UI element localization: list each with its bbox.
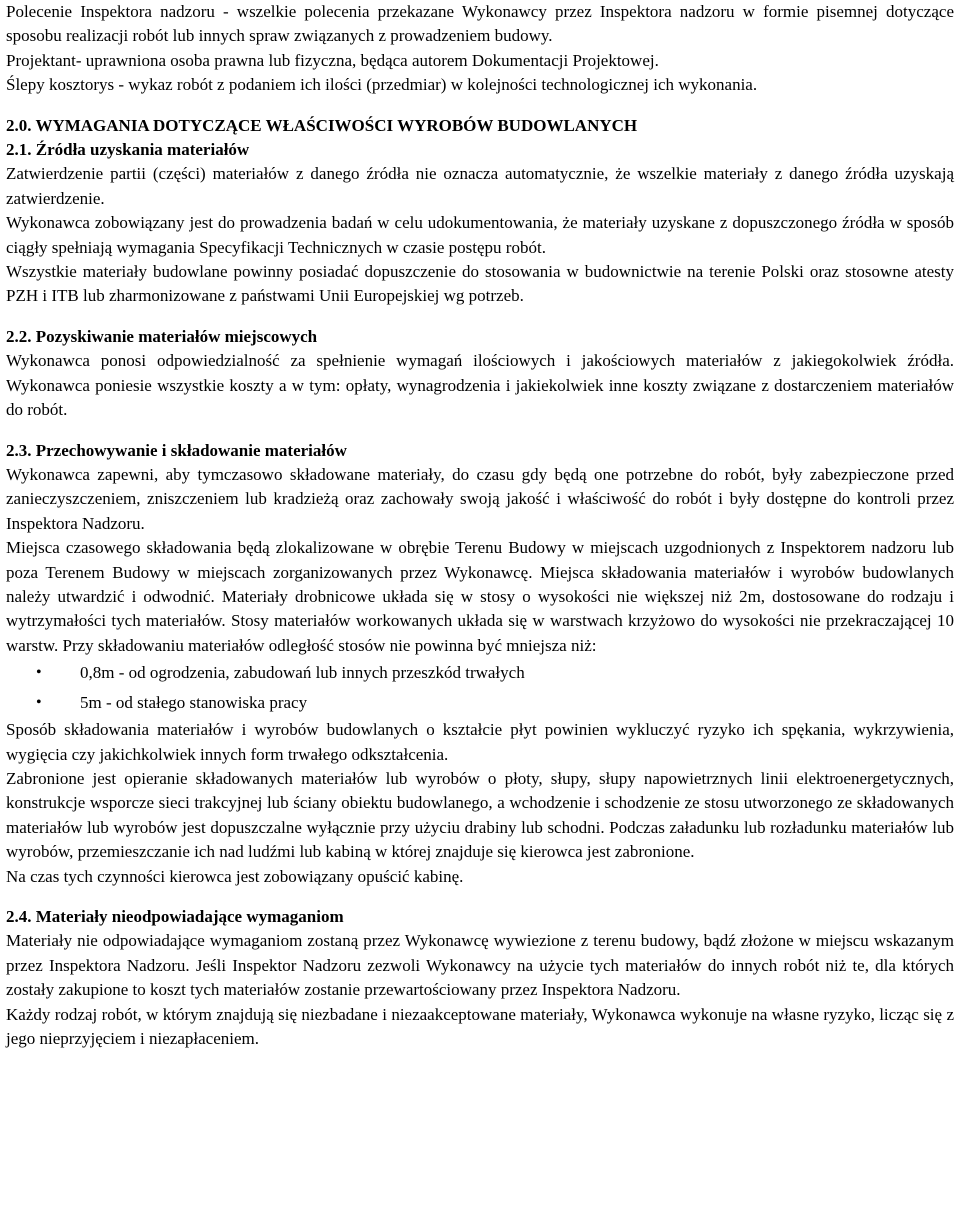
distance-list <box>6 658 954 718</box>
list-item-text: 5m - od stałego stanowiska pracy <box>80 693 308 713</box>
subsection-heading-2-3: 2.3. Przechowywanie i składowanie materiałów <box>6 440 347 460</box>
bullet-icon: • <box>36 694 42 712</box>
list-item <box>6 688 954 718</box>
subsection-2-2 <box>6 325 954 423</box>
paragraph-projektant: Projektant- uprawniona osoba prawna lub fizyczna, będąca autorem Dokumentacji Projektowej. <box>6 50 659 70</box>
paragraph: Wykonawca zobowiązany jest do prowadzenia badań w celu udokumentowania, że materiały uzyskane z dopuszczonego źródła w sposób ciągły spełniają wymagania Specyfikacji Technicznych w czasie postępu robót. <box>6 213 954 257</box>
paragraph-polecenie-inspektora: Polecenie Inspektora nadzoru - wszelkie polecenia przekazane Wykonawcy przez Inspektora nadzoru w formie pisemnej dotyczące sposobu realizacji robót lub innych spraw związanych z prowadzeniem budowy. <box>6 2 954 46</box>
paragraph: Zabronione jest opieranie składowanych materiałów lub wyrobów o płoty, słupy, słupy napowietrznych linii elektroenergetycznych, konstrukcje wsporcze sieci trakcyjnej lub ściany obiektu budowlanego, a wchodzenie i schodzenie ze stosu utworzonego ze składowanych materiałów lub wyrobów jest dopuszczalne wyłącznie przy użyciu drabiny lub schodni. Podczas załadunku lub rozładunku materiałów lub wyrobów, przemieszczanie ich nad ludźmi lub kabiną w której znajduje się kierowca jest zabronione. <box>6 768 954 862</box>
subsection-2-1 <box>6 138 954 309</box>
subsection-2-3 <box>6 439 954 890</box>
subsection-heading-2-4: 2.4. Materiały nieodpowiadające wymaganiom <box>6 907 344 926</box>
subsection-2-4 <box>6 905 954 1051</box>
subsection-heading-2-2: 2.2. Pozyskiwanie materiałów miejscowych <box>6 326 318 346</box>
paragraph-slepy-kosztorys: Ślepy kosztorys - wykaz robót z podaniem ich ilości (przedmiar) w kolejności technologicznej ich wykonania. <box>6 75 758 95</box>
section-heading-2-0: 2.0. WYMAGANIA DOTYCZĄCE WŁAŚCIWOŚCI WYROBÓW BUDOWLANYCH <box>6 115 638 135</box>
paragraph: Zatwierdzenie partii (części) materiałów z danego źródła nie oznacza automatycznie, że wszelkie materiały z danego źródła uzyskają zatwierdzenie. <box>6 164 954 208</box>
paragraph: Wykonawca zapewni, aby tymczasowo składowane materiały, do czasu gdy będą one potrzebne do robót, były zabezpieczone przed zanieczyszczeniem, zniszczeniem lub kradzieżą oraz zachowały swoją jakość i właściwość do robót i były dostępne do kontroli przez Inspektora Nadzoru. <box>6 464 954 533</box>
paragraph: Miejsca czasowego składowania będą zlokalizowane w obrębie Terenu Budowy w miejscach uzgodnionych z Inspektorem nadzoru lub poza Terenem Budowy w miejscach zorganizowanych przez Wykonawcę. Miejsca składowania materiałów i wyrobów budowlanych należy utwardzić i odwodnić. Materiały drobnicowe układa się w stosy o wysokości nie większej niż 2m, dostosowane do rodzaju i wytrzymałości tych materiałów. Stosy materiałów workowanych układa się w warstwach krzyżowo do wysokości nie przekraczającej 10 warstw. Przy składowaniu materiałów odległość stosów nie powinna być mniejsza niż: <box>6 538 954 655</box>
list-item-text: 0,8m - od ogrodzenia, zabudowań lub innych przeszkód trwałych <box>80 663 525 683</box>
subsection-heading-2-1: 2.1. Źródła uzyskania materiałów <box>6 140 250 160</box>
paragraph: Sposób składowania materiałów i wyrobów budowlanych o kształcie płyt powinien wykluczyć ryzyko ich spękania, wykrzywienia, wygięcia czy jakichkolwiek innych form trwałego odkształcenia. <box>6 720 954 764</box>
paragraph: Na czas tych czynności kierowca jest zobowiązany opuścić kabinę. <box>6 866 464 886</box>
bullet-icon: • <box>36 664 42 682</box>
list-item <box>6 658 954 688</box>
paragraph: Każdy rodzaj robót, w którym znajdują się niezbadane i niezaakceptowane materiały, Wykonawca wykonuje na własne ryzyko, licząc się z jego nieprzyjęciem i niezapłaceniem. <box>6 1004 954 1049</box>
intro-block <box>6 0 954 98</box>
paragraph: Wykonawca ponosi odpowiedzialność za spełnienie wymagań ilościowych i jakościowych materiałów z jakiegokolwiek źródła. Wykonawca poniesie wszystkie koszty a w tym: opłaty, wynagrodzenia i jakiekolwiek inne koszty związane z dostarczeniem materiałów do robót. <box>6 351 954 420</box>
paragraph: Materiały nie odpowiadające wymaganiom zostaną przez Wykonawcę wywiezione z terenu budowy, bądź złożone w miejscu wskazanym przez Inspektora Nadzoru. Jeśli Inspektor Nadzoru zezwoli Wykonawcy na użycie tych materiałów do innych robót niż te, dla których zostały zakupione to koszt tych materiałów zostanie przewartościowany przez Inspektora Nadzoru. <box>6 931 954 1000</box>
paragraph: Wszystkie materiały budowlane powinny posiadać dopuszczenie do stosowania w budownictwie na terenie Polski oraz stosowne atesty PZH i ITB lub zharmonizowane z państwami Unii Europejskiej wg potrzeb. <box>6 262 954 306</box>
